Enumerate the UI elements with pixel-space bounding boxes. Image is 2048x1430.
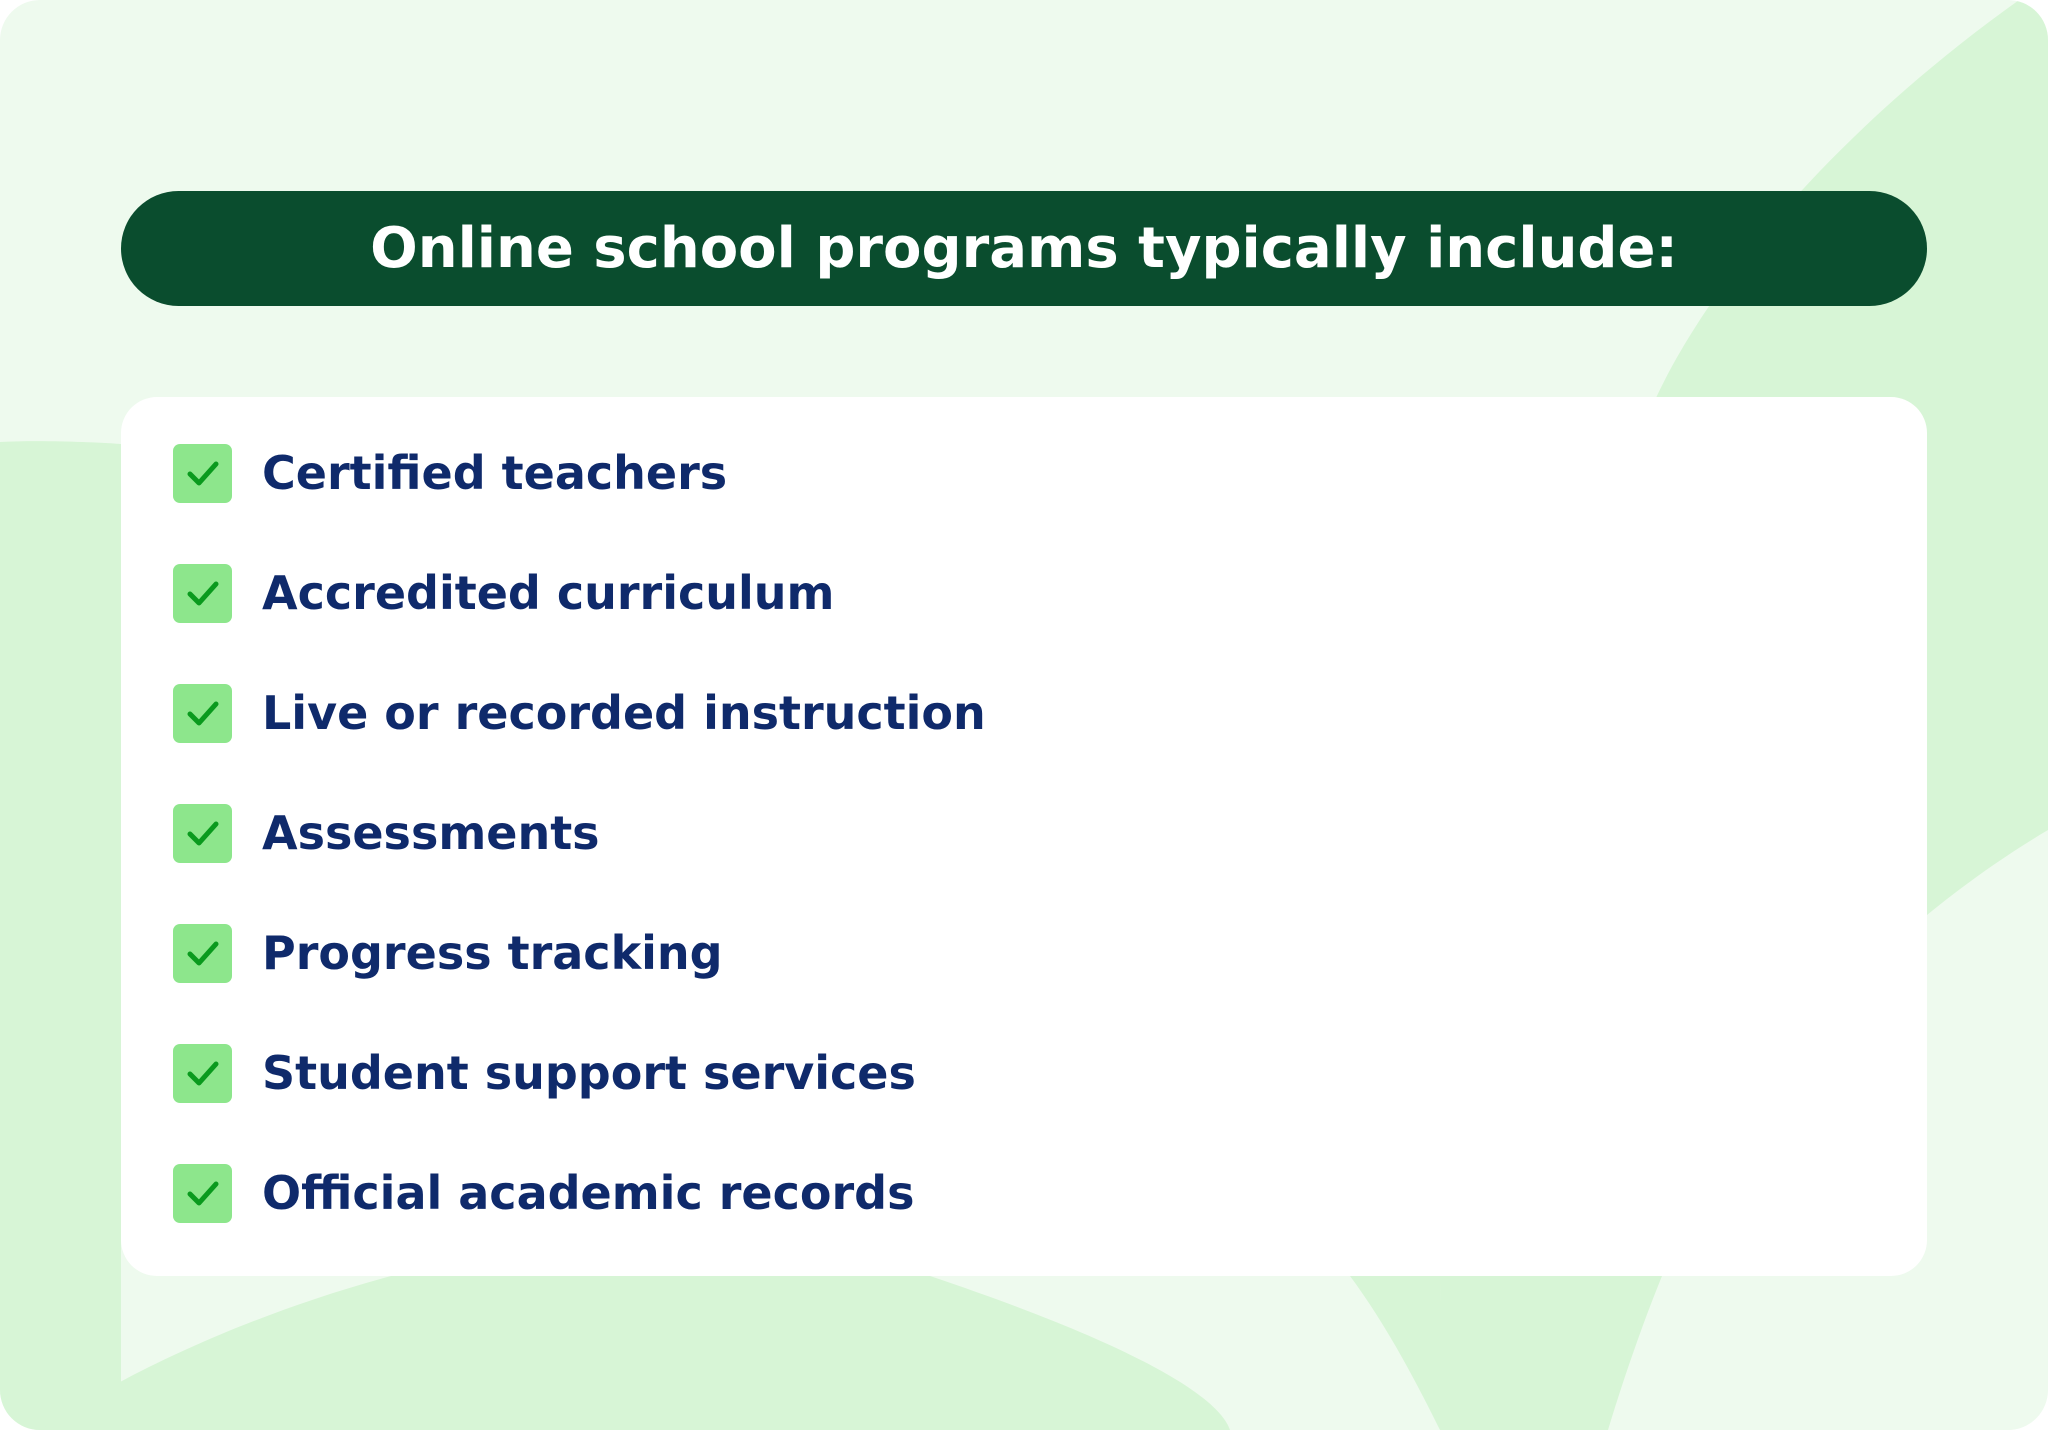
list-item-label: Accredited curriculum bbox=[262, 566, 835, 620]
list-item-label: Official academic records bbox=[262, 1166, 915, 1220]
checkmark-icon bbox=[173, 924, 232, 983]
list-item bbox=[173, 1163, 1927, 1223]
checklist bbox=[173, 443, 1927, 1223]
list-item bbox=[173, 923, 1927, 983]
list-item-label: Live or recorded instruction bbox=[262, 686, 986, 740]
page-title: Online school programs typically include: bbox=[370, 216, 1678, 281]
checkmark-icon bbox=[173, 1164, 232, 1223]
checkmark-icon bbox=[173, 1044, 232, 1103]
checkmark-icon bbox=[173, 804, 232, 863]
background-wedge-bottom-middle bbox=[1350, 1276, 1450, 1430]
checkmark-icon bbox=[173, 684, 232, 743]
checkmark-icon bbox=[173, 444, 232, 503]
list-item-label: Progress tracking bbox=[262, 926, 723, 980]
background-band-left bbox=[0, 441, 121, 1430]
list-item bbox=[173, 1043, 1927, 1103]
list-item bbox=[173, 803, 1927, 863]
checklist-card bbox=[121, 397, 1927, 1276]
list-item bbox=[173, 683, 1927, 743]
list-item-label: Student support services bbox=[262, 1046, 916, 1100]
title-banner bbox=[121, 191, 1927, 306]
checkmark-icon bbox=[173, 564, 232, 623]
list-item-label: Assessments bbox=[262, 806, 600, 860]
list-item bbox=[173, 563, 1927, 623]
background-shape-bottom-right bbox=[1440, 1276, 1662, 1430]
list-item bbox=[173, 443, 1927, 503]
list-item-label: Certified teachers bbox=[262, 446, 728, 500]
